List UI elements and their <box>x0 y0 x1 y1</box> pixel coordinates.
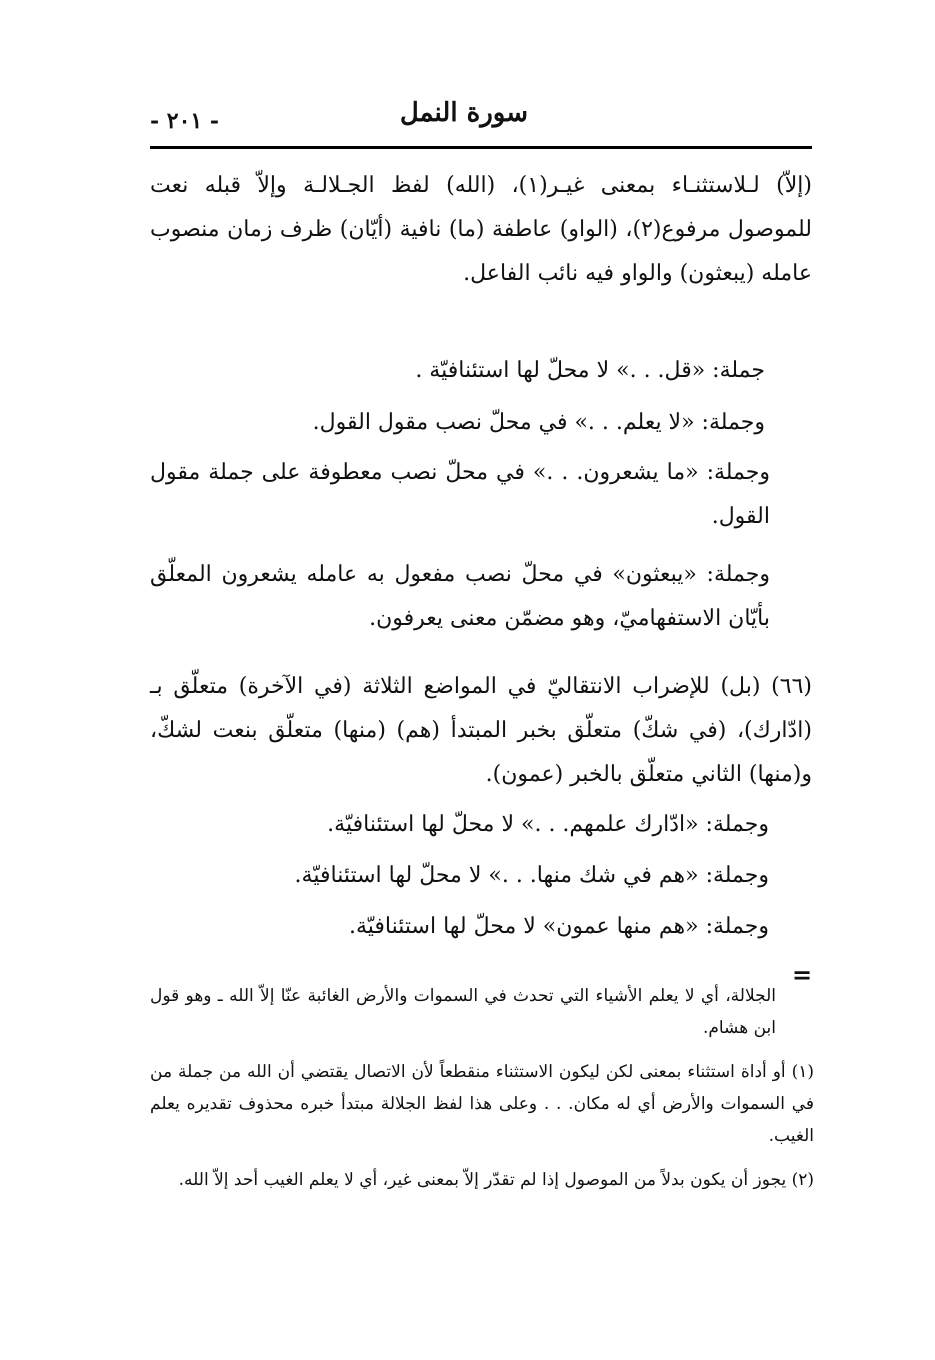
footnote-continuation: الجلالة، أي لا يعلم الأشياء التي تحدث في السموات والأرض الغائبة عنّا إلاّ الله ـ وهو قول ابن هشام. <box>150 986 776 1038</box>
sentence-6: وجملة: «هم في شك منها. . .» لا محلّ لها استئنافيّة. <box>294 863 769 888</box>
sentence-2: وجملة: «لا يعلم. . .» في محلّ نصب مقول القول. <box>312 410 765 435</box>
page-number: - ٢٠١ - <box>150 108 220 134</box>
sentence-7: وجملة: «هم منها عمون» لا محلّ لها استئنافيّة. <box>348 914 769 939</box>
intro-paragraph: (إلاّ) لـلاستثنـاء بمعنى غيـر(١)، (الله) لفظ الجـلالـة وإلاّ قبله نعت للموصول مرفوع(٢)، (الواو) عاطفة (ما) نافية (أيّان) ظرف زمان منصوب عامله (يبعثون) والواو فيه نائب الفاعل. <box>150 173 813 286</box>
verse-66-paragraph: (٦٦) (بل) للإضراب الانتقاليّ في المواضع الثلاثة (في الآخرة) متعلّق بـ (ادّارك)، (في شكّ) متعلّق بخبر المبتدأ (هم) (منها) متعلّق بنعت لشكّ، و(منها) الثاني متعلّق بالخبر (عمون). <box>150 674 812 787</box>
sentence-4: وجملة: «يبعثون» في محلّ نصب مفعول به عامله يشعرون المعلّق بأيّان الاستفهاميّ، وهو مضمّن معنى يعرفون. <box>150 562 770 631</box>
page-title: سورة النمل <box>399 98 528 128</box>
footnote-2: (٢) يجوز أن يكون بدلاً من الموصول إذا لم تقدّر إلاّ بمعنى غير، أي لا يعلم الغيب أحد إلاّ الله. <box>178 1170 814 1190</box>
footnote-continuation-mark: = <box>792 960 813 989</box>
page-header <box>150 96 810 140</box>
header-rule <box>150 146 812 149</box>
sentence-1: جملة: «قل. . .» لا محلّ لها استئنافيّة . <box>415 358 765 383</box>
sentence-5: وجملة: «ادّارك علمهم. . .» لا محلّ لها استئنافيّة. <box>327 812 769 837</box>
sentence-3: وجملة: «ما يشعرون. . .» في محلّ نصب معطوفة على جملة مقول القول. <box>150 460 770 529</box>
footnote-1: (١) أو أداة استثناء بمعنى لكن ليكون الاستثناء منقطعاً لأن الاتصال يقتضي أن الله من جملة من في السموات والأرض أي له مكان. . . وعلى هذا لفظ الجلالة مبتدأ خبره محذوف تقديره يعلم الغيب. <box>150 1062 814 1146</box>
